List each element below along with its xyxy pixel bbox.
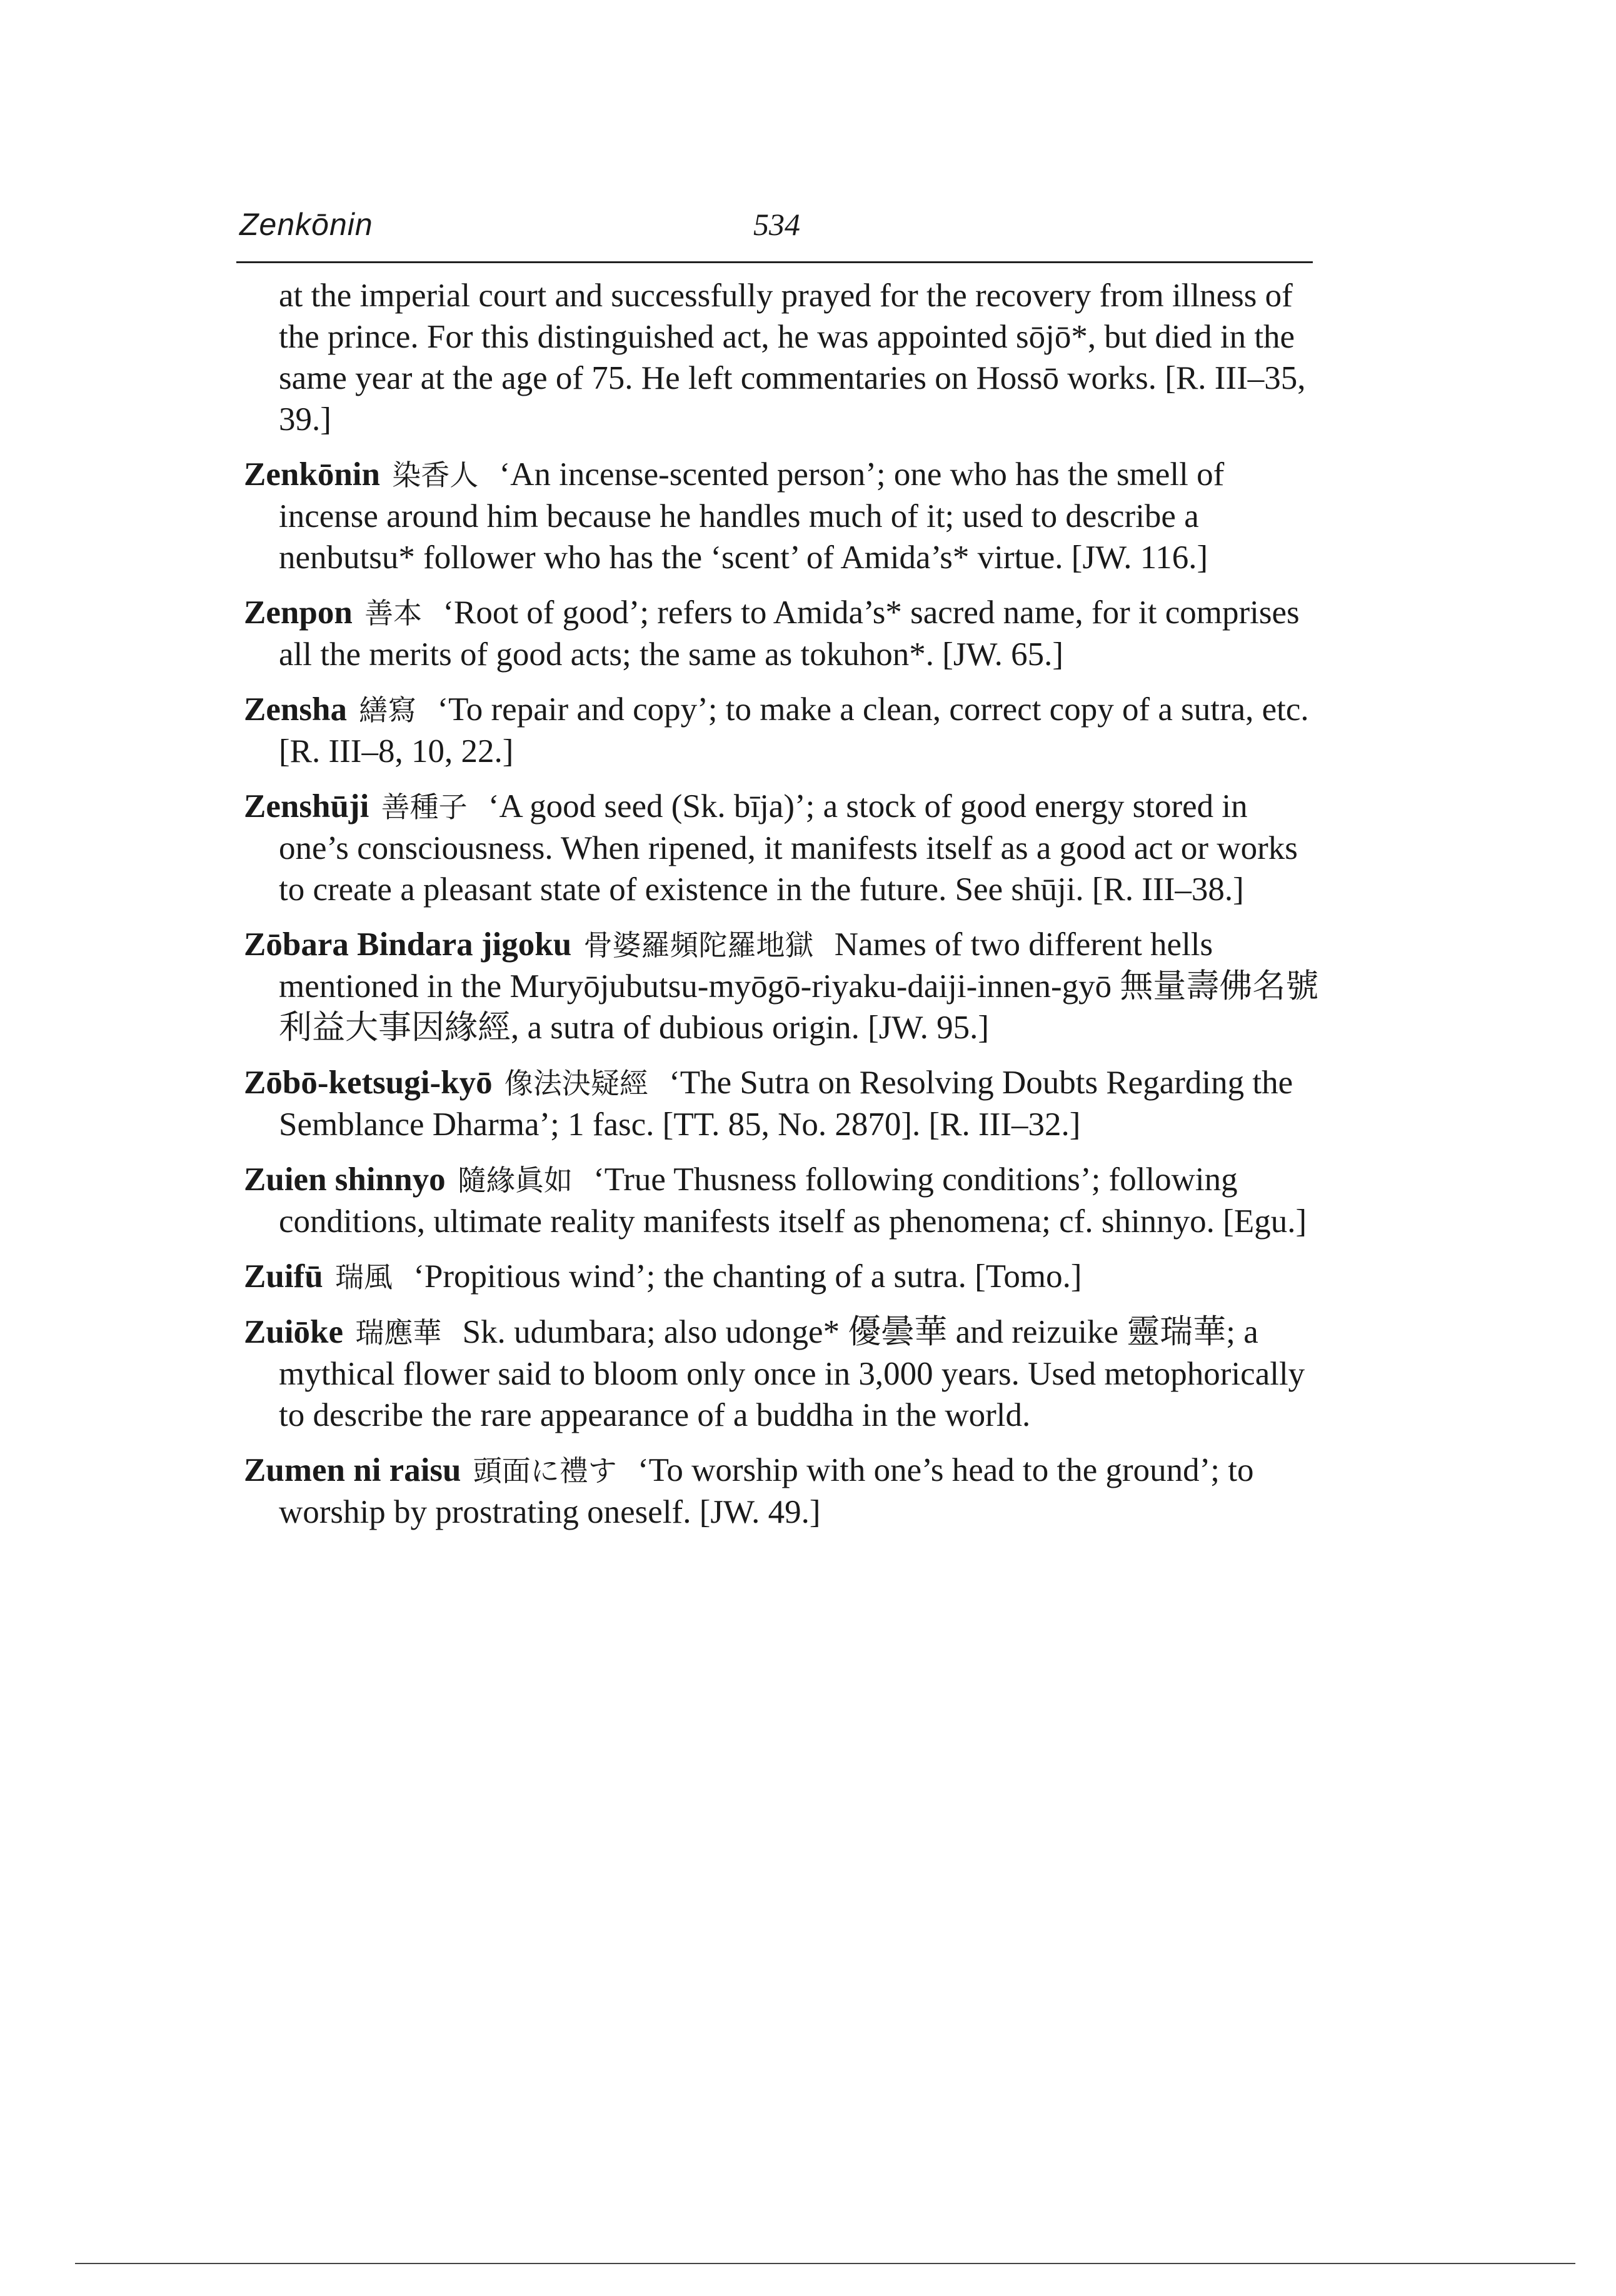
entry-headword: Zenshūji <box>244 788 369 825</box>
entry-text: ‘True Thusness following conditions’; following conditions, ultimate reality manifests itself as phenomena; cf. shinnyo. [Egu.] <box>279 1161 1307 1240</box>
entry-text: at the imperial court and successfully prayed for the recovery from illness of the prince. For this distinguished act, he was appointed sōjō*, but died in the same year at the age of 75. He left commentaries on Hossō works. [R. III–35, 39.] <box>279 278 1306 438</box>
entry-text: Sk. udumbara; also udonge* 優曇華 and reizuike 靈瑞華; a mythical flower said to bloom only once in 3,000 years. Used metophorically to describe the rare appearance of a buddha in the world. <box>279 1314 1305 1433</box>
entry-text: ‘Root of good’; refers to Amida’s* sacred name, for it comprises all the merits of good acts; the same as tokuhon*. [JW. 65.] <box>279 594 1300 673</box>
entry-continuation <box>244 275 1325 440</box>
entry-headword: Zensha <box>244 691 347 728</box>
header-rule <box>236 261 1313 263</box>
running-title: Zenkōnin <box>239 207 373 242</box>
entry-zenkonin <box>244 454 1325 578</box>
entry-zumen-ni-raisu <box>244 1450 1325 1533</box>
entry-kanji: 染香人 <box>392 458 479 492</box>
entry-headword: Zenpon <box>244 594 353 631</box>
entry-headword: Zuien shinnyo <box>244 1161 446 1198</box>
entry-zuioke <box>244 1311 1325 1436</box>
entry-headword: Zenkōnin <box>244 456 381 493</box>
entry-text: Names of two different hells mentioned in the Muryōjubutsu-myōgō-riyaku-daiji-innen-gyō 無量壽佛名號利益大事因緣經, a sutra of dubious origin. [JW. 95.] <box>279 926 1319 1046</box>
entry-headword: Zuifū <box>244 1258 323 1295</box>
entry-kanji: 善本 <box>364 596 423 630</box>
entry-kanji: 頭面に禮す <box>473 1454 617 1488</box>
entry-zuien-shinnyo <box>244 1159 1325 1242</box>
entry-text: ‘Propitious wind’; the chanting of a sutra. [Tomo.] <box>413 1258 1082 1295</box>
entries-column <box>244 275 1325 1547</box>
entry-zenpon <box>244 592 1325 675</box>
entry-text: ‘The Sutra on Resolving Doubts Regarding the Semblance Dharma’; 1 fasc. [TT. 85, No. 2870]. [R. III–32.] <box>279 1065 1293 1143</box>
entry-headword: Zuiōke <box>244 1314 344 1350</box>
entry-kanji: 骨婆羅頻陀羅地獄 <box>583 928 814 962</box>
entry-zenshuji <box>244 786 1325 910</box>
running-head <box>234 206 1316 250</box>
entry-text: ‘To repair and copy’; to make a clean, correct copy of a sutra, etc. [R. III–8, 10, 22.] <box>279 691 1309 770</box>
entry-kanji: 隨緣眞如 <box>457 1163 573 1197</box>
entry-kanji: 瑞應華 <box>355 1316 442 1350</box>
entry-kanji: 繕寫 <box>359 693 417 727</box>
entry-headword: Zōbō-ketsugi-kyō <box>244 1065 493 1101</box>
entry-zobara-bindara-jigoku <box>244 924 1325 1048</box>
entry-kanji: 瑞風 <box>334 1260 393 1294</box>
entry-text: ‘A good seed (Sk. bīja)’; a stock of good energy stored in one’s consciousness. When ripened, it manifests itself as a good act or works to create a pleasant state of existence in the future. See shūji. [R. III–38.] <box>279 788 1298 908</box>
entry-kanji: 善種子 <box>381 790 468 824</box>
entry-text: ‘To worship with one’s head to the ground’; to worship by prostrating oneself. [JW. 49.] <box>279 1452 1254 1530</box>
entry-zobo-ketsugi-kyo <box>244 1062 1325 1145</box>
page-number: 534 <box>753 207 800 242</box>
entry-headword: Zōbara Bindara jigoku <box>244 926 572 963</box>
entry-text: ‘An incense-scented person’; one who has the smell of incense around him because he handles much of it; used to describe a nenbutsu* follower who has the ‘scent’ of Amida’s* virtue. [JW. 116.] <box>279 456 1225 576</box>
entry-kanji: 像法決疑經 <box>504 1066 648 1100</box>
entry-zuifu <box>244 1256 1325 1298</box>
entry-headword: Zumen ni raisu <box>244 1452 461 1488</box>
entry-zensha <box>244 689 1325 772</box>
page-bottom-edge <box>75 2263 1575 2264</box>
